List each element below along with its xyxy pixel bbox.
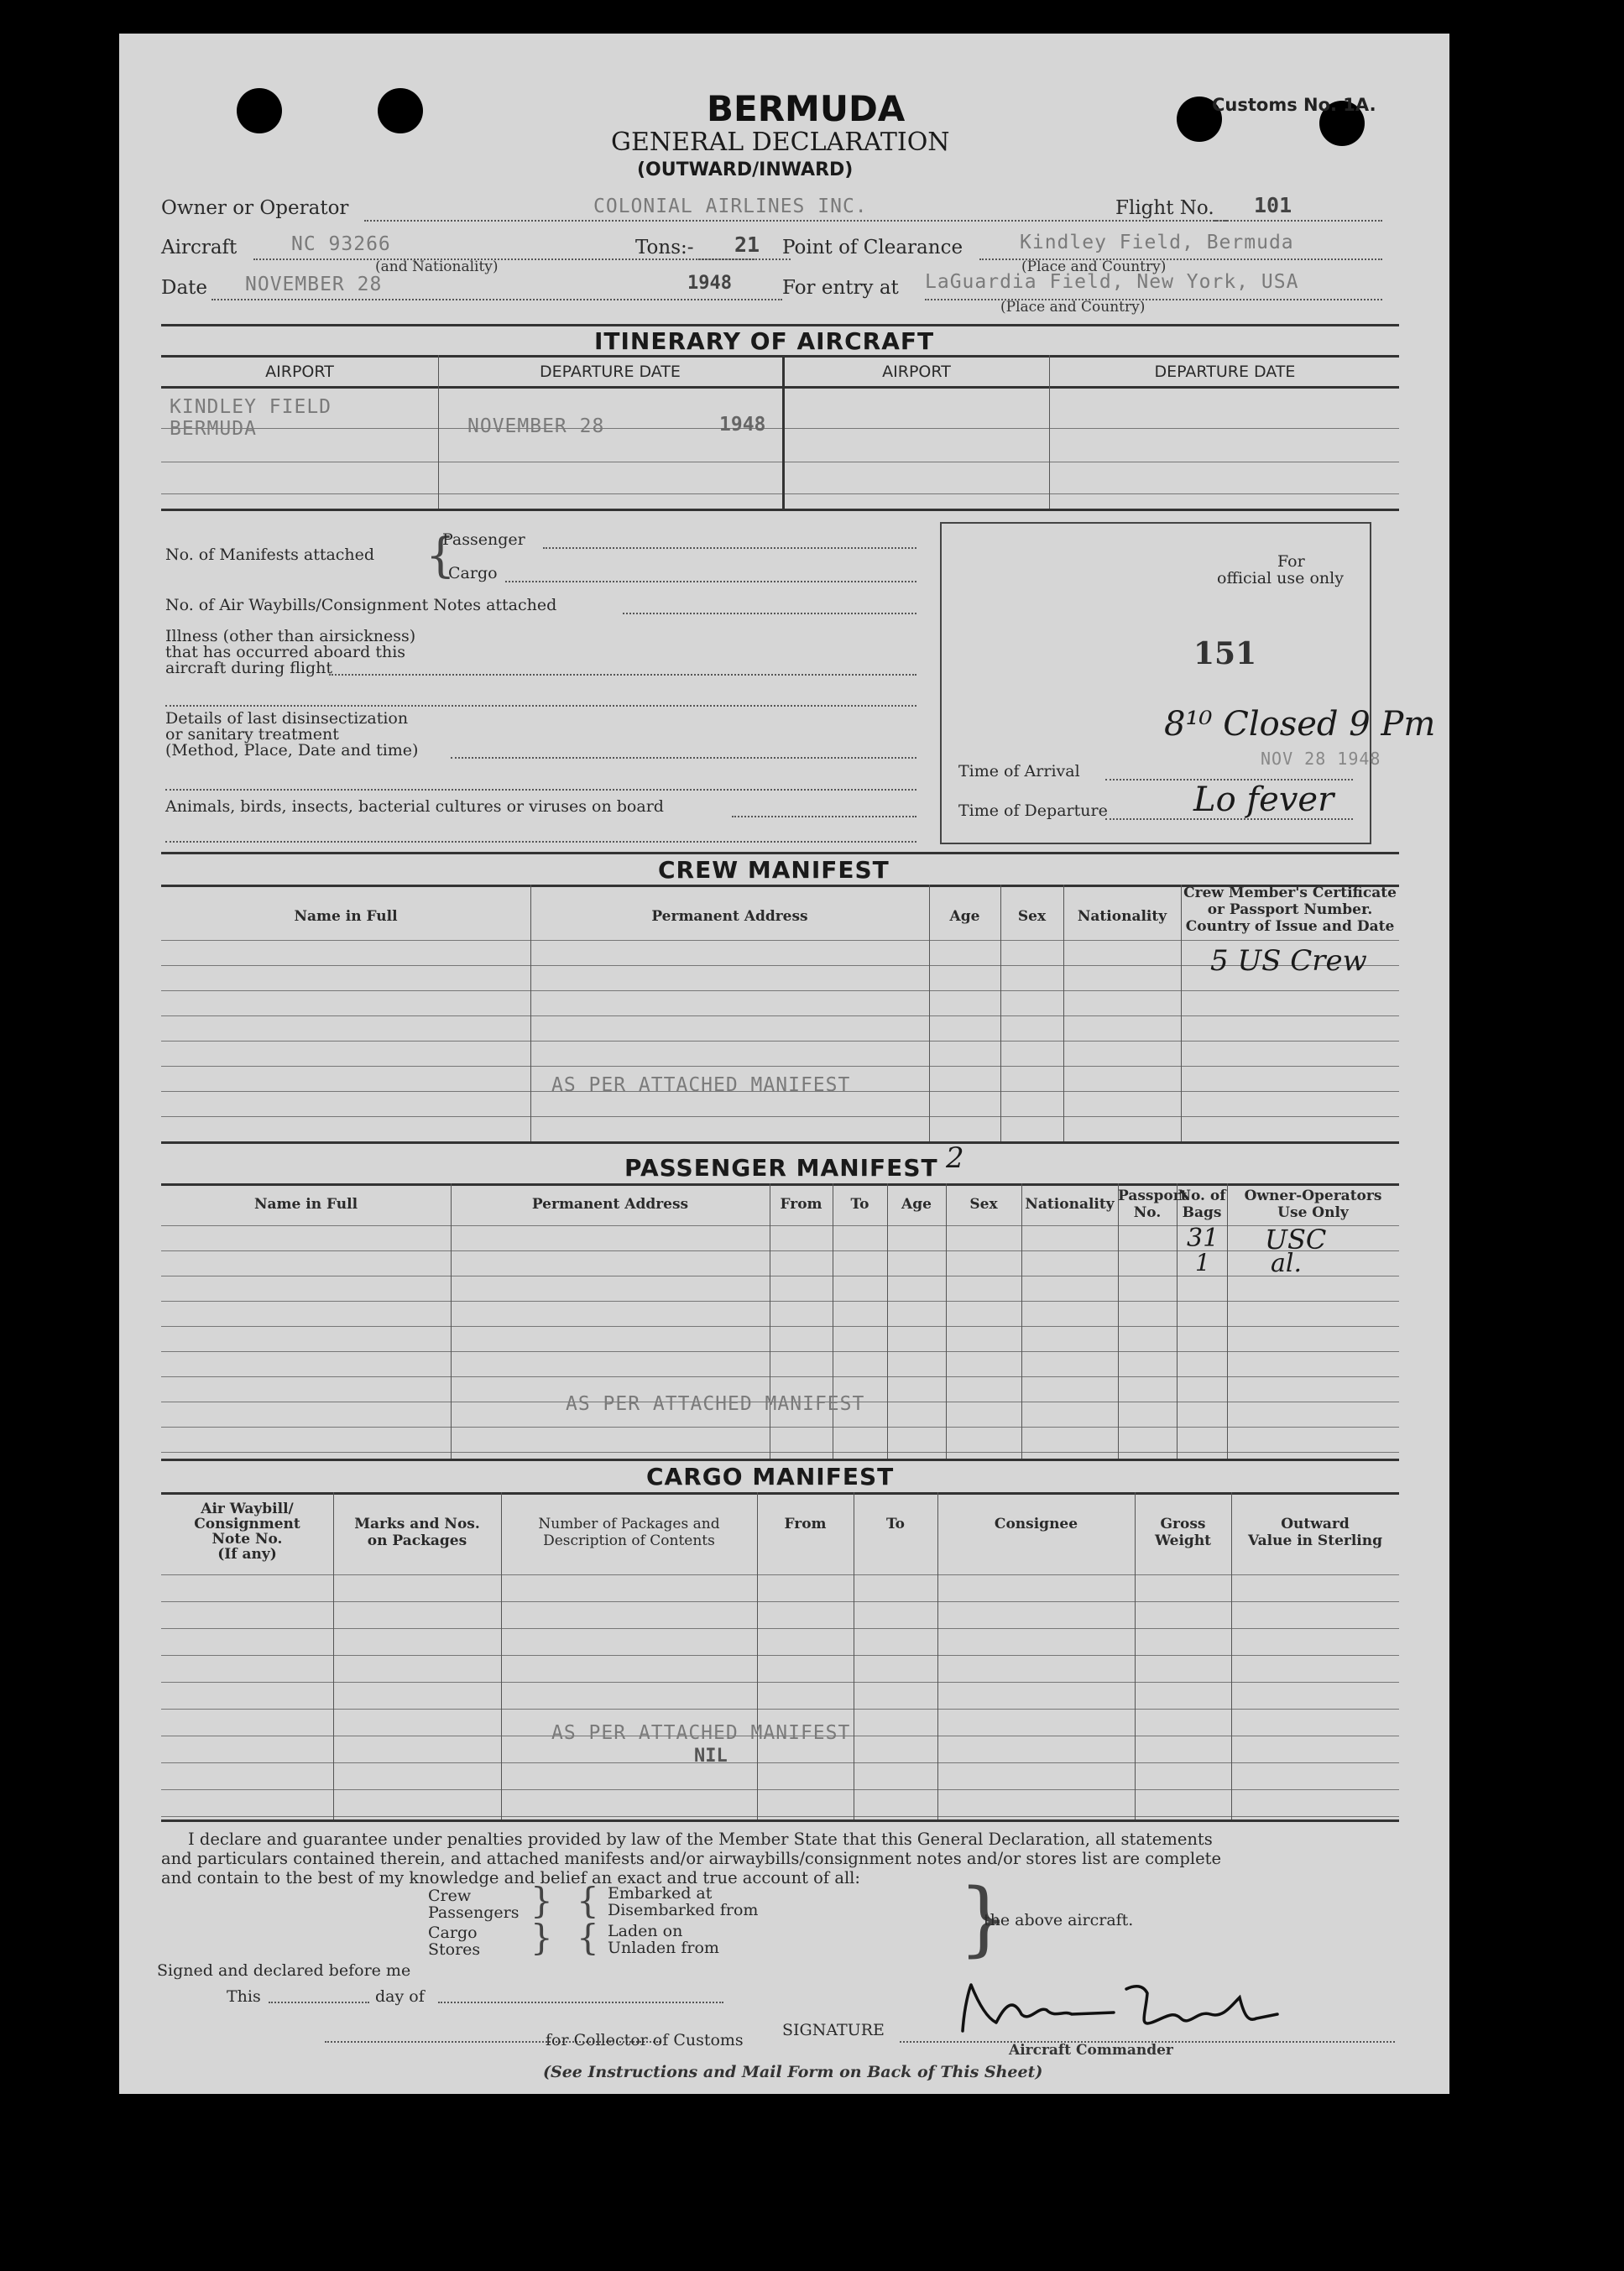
pax-row-line <box>161 1427 1399 1428</box>
cargo-line <box>505 581 916 582</box>
animals-line-b <box>165 841 916 843</box>
decl-brace: } <box>530 1880 553 1921</box>
decl-above: the above aircraft. <box>984 1911 1134 1929</box>
pax-col-name: Name in Full <box>253 1196 358 1213</box>
disinsect-line-b <box>165 789 916 791</box>
form-title: BERMUDA <box>707 88 906 129</box>
crew-col-cert-3: Country of Issue and Date <box>1185 918 1395 935</box>
arrival-label: Time of Arrival <box>958 762 1080 780</box>
pax-col-address: Permanent Address <box>531 1196 689 1213</box>
crew-col-divider <box>530 885 531 1141</box>
cargo-row-line <box>161 1789 1399 1790</box>
pax-row-line <box>161 1376 1399 1377</box>
cargo-row-line <box>161 1628 1399 1629</box>
pax-col-passport-2: No. <box>1133 1204 1162 1221</box>
decl-passengers: Passengers <box>428 1903 520 1922</box>
itin-row-line <box>161 493 1399 494</box>
arrival-handwriting: 8¹⁰ Closed 9 Pm <box>1164 705 1436 744</box>
pax-col-owner-1: Owner-Operators <box>1244 1188 1382 1204</box>
pax-col-nationality: Nationality <box>1025 1196 1115 1213</box>
cargo-row-line <box>161 1682 1399 1683</box>
pax-hand-owner-2: al. <box>1271 1249 1303 1278</box>
cargo-col-gross-2: Weight <box>1154 1532 1212 1549</box>
pax-row-line <box>161 1351 1399 1352</box>
decl-signed: Signed and declared before me <box>157 1961 411 1980</box>
year-value: 1948 <box>687 273 732 294</box>
cargo-col-consignee: Consignee <box>994 1516 1078 1532</box>
aircraft-value: NC 93266 <box>291 233 391 255</box>
pax-hand-bags-1: 31 <box>1187 1224 1219 1253</box>
decl-unladen: Unladen from <box>608 1939 719 1957</box>
itin-col-divider <box>438 355 439 509</box>
decl-brace-large: } <box>958 1872 1010 1966</box>
illness-line-2: that has occurred aboard this <box>165 643 406 661</box>
pax-row-line <box>161 1326 1399 1327</box>
cargo-col-waybill-2: Consignment <box>194 1516 300 1532</box>
pax-col-divider <box>1118 1183 1119 1459</box>
disinsect-line-2: or sanitary treatment <box>165 725 339 744</box>
punch-hole-center <box>378 88 423 133</box>
decl-cargo: Cargo <box>428 1924 478 1942</box>
decl-brace: } <box>530 1917 553 1958</box>
itin-col-departure-2: DEPARTURE DATE <box>1154 363 1296 381</box>
cargo-row-line <box>161 1762 1399 1763</box>
crew-col-divider <box>1181 885 1182 1141</box>
cargo-col-divider <box>501 1492 502 1819</box>
itin-col-divider <box>782 355 785 509</box>
aircraft-sub: (and Nationality) <box>375 258 499 275</box>
decl-crew: Crew <box>428 1887 472 1905</box>
declaration-form <box>119 34 1449 2094</box>
crew-col-nationality: Nationality <box>1077 908 1167 925</box>
cargo-col-marks-2: on Packages <box>367 1532 467 1549</box>
pax-col-from: From <box>780 1196 822 1213</box>
date-label: Date <box>161 277 208 299</box>
pax-col-divider <box>1021 1183 1022 1459</box>
decl-disembarked: Disembarked from <box>608 1901 759 1919</box>
place-country-1: (Place and Country) <box>1021 258 1167 275</box>
animals-label: Animals, birds, insects, bacterial cultures or viruses on board <box>165 797 664 816</box>
disinsect-line-3: (Method, Place, Date and time) <box>165 741 419 760</box>
itin-airport-1: KINDLEY FIELD <box>170 396 332 418</box>
manifests-brace: { <box>426 529 456 583</box>
pax-col-divider <box>887 1183 888 1459</box>
crew-row-line <box>161 1066 1399 1067</box>
crew-col-divider <box>1063 885 1064 1141</box>
date-line <box>211 299 782 300</box>
cargo-col-outward-1: Outward <box>1281 1516 1350 1532</box>
crew-row-line <box>161 1015 1399 1016</box>
crew-row-line <box>161 940 1399 941</box>
form-subtitle: GENERAL DECLARATION <box>611 128 950 157</box>
crew-row-line <box>161 1041 1399 1042</box>
entry-label: For entry at <box>782 277 899 299</box>
owner-line <box>364 220 1227 222</box>
disinsect-line <box>451 757 916 759</box>
cargo-col-divider <box>937 1492 938 1819</box>
crew-col-divider <box>929 885 930 1141</box>
flight-line <box>1214 220 1382 222</box>
customs-number: Customs No. 1A. <box>1212 95 1376 115</box>
itinerary-heading: ITINERARY OF AIRCRAFT <box>594 327 935 355</box>
clearance-value: Kindley Field, Bermuda <box>1020 232 1294 253</box>
cargo-col-waybill-1: Air Waybill/ <box>201 1501 294 1517</box>
decl-brace: { <box>577 1917 599 1958</box>
manifests-label: No. of Manifests attached <box>165 546 375 564</box>
itin-row-line <box>161 428 1399 429</box>
cargo-row-line <box>161 1601 1399 1602</box>
cargo-label: Cargo <box>448 564 498 582</box>
passenger-heading: PASSENGER MANIFEST <box>624 1154 938 1182</box>
cargo-col-to: To <box>885 1516 906 1532</box>
aircraft-label: Aircraft <box>161 237 238 258</box>
waybills-label: No. of Air Waybills/Consignment Notes attached <box>165 596 557 614</box>
itin-departure-date: NOVEMBER 28 <box>467 415 605 437</box>
crew-col-cert-1: Crew Member's Certificate <box>1183 885 1397 901</box>
pax-col-bags-2: Bags <box>1182 1204 1222 1221</box>
pax-col-divider <box>946 1183 947 1459</box>
punch-hole-left <box>237 88 282 133</box>
itin-col-departure-1: DEPARTURE DATE <box>540 363 681 381</box>
pax-stamp: AS PER ATTACHED MANIFEST <box>566 1393 865 1415</box>
crew-col-cert-2: or Passport Number. <box>1207 901 1373 918</box>
crew-top-rule <box>161 852 1399 854</box>
commander-signature <box>946 1972 1332 2044</box>
declaration-line-3: and contain to the best of my knowledge and belief an exact and true account of all: <box>161 1868 860 1887</box>
pax-col-to: To <box>850 1196 869 1213</box>
cargo-col-gross-1: Gross <box>1160 1516 1206 1532</box>
decl-this: This <box>227 1987 261 2006</box>
itinerary-col-rule <box>161 386 1399 389</box>
tons-label: Tons:- <box>635 237 694 258</box>
cargo-stamp-2: NIL <box>694 1746 728 1767</box>
illness-line <box>329 674 916 676</box>
pax-col-sex: Sex <box>969 1196 998 1213</box>
clearance-label: Point of Clearance <box>782 237 963 258</box>
entry-line <box>925 299 1382 300</box>
crew-col-sex: Sex <box>1017 908 1047 925</box>
cargo-col-divider <box>757 1492 758 1819</box>
date-value: NOVEMBER 28 <box>245 274 383 295</box>
cargo-col-packages-1: Number of Packages and <box>538 1516 720 1532</box>
pax-col-owner-2: Use Only <box>1277 1204 1349 1221</box>
pax-row-line <box>161 1301 1399 1302</box>
crew-stamp: AS PER ATTACHED MANIFEST <box>551 1074 851 1096</box>
cargo-col-marks-1: Marks and Nos. <box>354 1516 480 1532</box>
crew-row-line <box>161 990 1399 991</box>
cargo-heading: CARGO MANIFEST <box>646 1463 895 1491</box>
pax-col-divider <box>451 1183 452 1459</box>
decl-this-line <box>269 2002 369 2003</box>
cargo-col-from: From <box>784 1516 827 1532</box>
owner-label: Owner or Operator <box>161 197 349 219</box>
decl-day-of: day of <box>375 1987 425 2006</box>
pax-col-divider <box>1227 1183 1228 1459</box>
form-direction: (OUTWARD/INWARD) <box>637 159 854 180</box>
cargo-row-line <box>161 1655 1399 1656</box>
disinsect-line-1: Details of last disinsectization <box>165 709 409 728</box>
pax-col-divider <box>1177 1183 1178 1459</box>
cargo-col-divider <box>1135 1492 1136 1819</box>
crew-bottom-rule <box>161 1141 1399 1144</box>
cargo-col-waybill-3: Note No. <box>211 1531 283 1548</box>
cargo-head-rule <box>161 1492 1399 1495</box>
decl-brace: { <box>577 1880 599 1921</box>
decl-collector: for Collector of Customs <box>546 2031 744 2049</box>
cargo-col-packages-2: Description of Contents <box>543 1532 715 1549</box>
crew-heading: CREW MANIFEST <box>658 856 890 884</box>
illness-line-3: aircraft during flight <box>165 659 333 677</box>
itin-col-divider <box>1049 355 1050 509</box>
decl-embarked: Embarked at <box>608 1884 713 1903</box>
entry-value: LaGuardia Field, New York, USA <box>925 271 1299 293</box>
waybills-line <box>623 613 916 614</box>
pax-col-bags-1: No. of <box>1178 1188 1226 1204</box>
pax-col-age: Age <box>901 1196 932 1213</box>
decl-stores: Stores <box>428 1940 481 1959</box>
animals-line <box>732 816 916 817</box>
departure-label: Time of Departure <box>958 801 1108 820</box>
decl-day-line <box>438 2002 723 2003</box>
tons-line <box>698 258 791 260</box>
crew-row-line <box>161 1116 1399 1117</box>
declaration-line-2: and particulars contained therein, and attached manifests and/or airwaybills/consignment notes and/or stores list are complete <box>161 1849 1222 1868</box>
cargo-col-divider <box>333 1492 334 1819</box>
aircraft-line <box>253 258 757 260</box>
passenger-line <box>543 547 916 549</box>
cargo-col-outward-2: Value in Sterling <box>1248 1532 1382 1549</box>
departure-handwriting: Lo fever <box>1193 780 1334 819</box>
cargo-row-line <box>161 1574 1399 1575</box>
itinerary-head-rule <box>161 355 1399 358</box>
illness-line-b <box>165 705 916 707</box>
decl-laden: Laden on <box>608 1922 683 1940</box>
declaration-line-1: I declare and guarantee under penalties provided by law of the Member State that this General Declaration, all statements <box>188 1830 1213 1849</box>
official-title-2: official use only <box>1217 569 1344 587</box>
illness-line-1: Illness (other than airsickness) <box>165 627 416 645</box>
cargo-row-line <box>161 1709 1399 1710</box>
flight-label: Flight No. <box>1115 197 1214 219</box>
pax-hand-owner-1: USC <box>1265 1224 1327 1256</box>
place-country-2: (Place and Country) <box>1000 299 1146 316</box>
owner-value: COLONIAL AIRLINES INC. <box>593 196 868 217</box>
cargo-bottom-rule <box>161 1819 1399 1822</box>
pax-hand-bags-2: 1 <box>1195 1249 1210 1276</box>
official-title-1: For <box>1277 552 1305 571</box>
crew-col-divider <box>1000 885 1001 1141</box>
flight-value: 101 <box>1254 193 1292 217</box>
cargo-stamp: AS PER ATTACHED MANIFEST <box>551 1722 851 1744</box>
cargo-row-line <box>161 1816 1399 1817</box>
pax-row-line <box>161 1452 1399 1453</box>
passenger-label: Passenger <box>442 530 525 549</box>
crew-col-name: Name in Full <box>294 908 398 925</box>
cargo-col-waybill-4: (If any) <box>217 1546 277 1563</box>
crew-col-age: Age <box>949 908 980 925</box>
pax-col-passport-1: Passport <box>1118 1188 1188 1204</box>
decl-instructions: (See Instructions and Mail Form on Back of This Sheet) <box>543 2063 1043 2081</box>
itin-col-airport-2: AIRPORT <box>882 363 951 381</box>
itin-col-airport-1: AIRPORT <box>265 363 334 381</box>
passenger-heading-mark: 2 <box>946 1141 964 1175</box>
passenger-bottom-rule <box>161 1459 1399 1461</box>
itinerary-top-rule <box>161 324 1399 326</box>
official-number: 151 <box>1193 636 1257 671</box>
crew-col-address: Permanent Address <box>651 908 808 925</box>
itin-airport-2: BERMUDA <box>170 418 257 440</box>
passenger-head-rule <box>161 1183 1399 1186</box>
crew-hand-note: 5 US Crew <box>1210 944 1367 978</box>
itin-departure-year: 1948 <box>719 414 766 436</box>
decl-signature: SIGNATURE <box>782 2021 885 2039</box>
itinerary-bottom-rule <box>161 509 1399 511</box>
arrival-stamp: NOV 28 1948 <box>1261 749 1381 769</box>
tons-value: 21 <box>734 232 760 257</box>
decl-commander: Aircraft Commander <box>1009 2042 1173 2059</box>
cargo-col-divider <box>1231 1492 1232 1819</box>
